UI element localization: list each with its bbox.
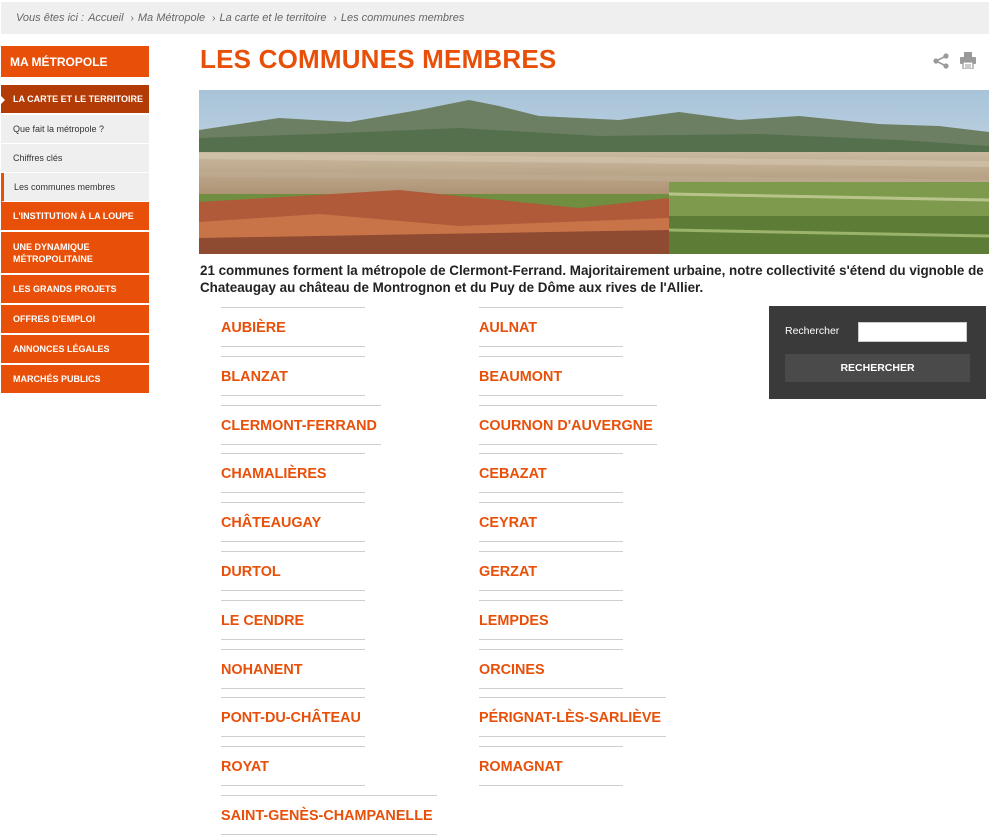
intro-text: 21 communes forment la métropole de Clermont-Ferrand. Majoritairement urbaine, notre collectivité s'étend du vignoble de Chateaugay au château de Montrognon et du Puy de Dôme aux rives de l'Allier.	[200, 263, 984, 295]
commune-divider	[479, 639, 623, 640]
commune-link[interactable]: CHÂTEAUGAY	[221, 515, 322, 532]
commune-divider	[479, 551, 623, 552]
commune-divider	[221, 395, 365, 396]
search-panel	[769, 306, 986, 399]
commune-divider	[221, 746, 365, 747]
hero-landscape-image	[199, 90, 989, 254]
commune-divider	[479, 736, 666, 737]
commune-link[interactable]: SAINT-GENÈS-CHAMPANELLE	[221, 808, 433, 824]
commune-divider	[479, 492, 623, 493]
sidebar-item-institution[interactable]: L'INSTITUTION À LA LOUPE	[1, 202, 149, 232]
search-input[interactable]	[858, 322, 967, 342]
commune-link[interactable]: ROYAT	[221, 759, 269, 776]
commune-divider	[221, 834, 437, 835]
commune-link[interactable]: ROMAGNAT	[479, 759, 563, 776]
commune-link[interactable]: CLERMONT-FERRAND	[221, 417, 377, 434]
commune-divider	[221, 551, 365, 552]
breadcrumb-separator: ›	[130, 12, 134, 24]
commune-link[interactable]: NOHANENT	[221, 661, 303, 678]
commune-divider	[221, 688, 365, 689]
commune-divider	[221, 502, 365, 503]
commune-divider	[221, 541, 365, 542]
print-icon[interactable]	[959, 52, 977, 69]
sidebar-item-marches[interactable]: MARCHÉS PUBLICS	[1, 365, 149, 395]
breadcrumb-current: Les communes membres	[340, 12, 465, 24]
sidebar-item-projets[interactable]: LES GRANDS PROJETS	[1, 275, 149, 305]
search-label: Rechercher	[785, 325, 840, 337]
commune-link[interactable]: ORCINES	[479, 661, 545, 678]
commune-divider	[221, 639, 365, 640]
commune-divider	[221, 697, 365, 698]
share-icon[interactable]	[932, 53, 950, 69]
sidebar-subitem-que-fait[interactable]: Que fait la métropole ?	[1, 115, 149, 144]
commune-link[interactable]: CHAMALIÈRES	[221, 466, 327, 483]
commune-link[interactable]: DURTOL	[221, 564, 281, 580]
commune-divider	[479, 444, 657, 445]
breadcrumb-link-home[interactable]: Accueil	[88, 12, 124, 24]
commune-divider	[479, 600, 623, 601]
commune-divider	[479, 356, 623, 357]
commune-divider	[479, 453, 623, 454]
commune-link[interactable]: CEYRAT	[479, 515, 538, 532]
breadcrumb-link-carte[interactable]: La carte et le territoire	[219, 12, 327, 24]
breadcrumb-separator: ›	[333, 12, 337, 24]
commune-link[interactable]: BEAUMONT	[479, 368, 563, 385]
commune-link[interactable]: COURNON D'AUVERGNE	[479, 417, 653, 434]
breadcrumb-link-metropole[interactable]: Ma Métropole	[137, 12, 206, 24]
commune-divider	[479, 697, 666, 698]
commune-divider	[221, 346, 365, 347]
breadcrumb-separator: ›	[212, 12, 216, 24]
commune-divider	[479, 785, 623, 786]
sidebar-item-carte[interactable]: LA CARTE ET LE TERRITOIRE	[1, 85, 149, 115]
commune-divider	[479, 307, 623, 308]
breadcrumb	[1, 2, 989, 34]
commune-link[interactable]: AUBIÈRE	[221, 320, 286, 336]
sidebar-subitem-chiffres[interactable]: Chiffres clés	[1, 144, 149, 173]
commune-link[interactable]: PÉRIGNAT-LÈS-SARLIÈVE	[479, 710, 662, 727]
commune-divider	[479, 502, 623, 503]
commune-divider	[479, 688, 623, 689]
commune-link[interactable]: LEMPDES	[479, 612, 549, 629]
commune-divider	[221, 590, 365, 591]
commune-divider	[221, 649, 365, 650]
commune-divider	[479, 346, 623, 347]
commune-divider	[479, 649, 623, 650]
sidebar-item-emploi[interactable]: OFFRES D'EMPLOI	[1, 305, 149, 335]
commune-divider	[221, 736, 365, 737]
commune-divider	[221, 785, 365, 786]
sidebar-item-annonces[interactable]: ANNONCES LÉGALES	[1, 335, 149, 365]
commune-divider	[221, 492, 365, 493]
breadcrumb-lead: Vous êtes ici :	[16, 12, 85, 24]
commune-divider	[479, 541, 623, 542]
commune-divider	[221, 600, 365, 601]
commune-link[interactable]: BLANZAT	[221, 368, 288, 385]
commune-divider	[221, 307, 365, 308]
commune-link[interactable]: AULNAT	[479, 320, 538, 336]
search-button[interactable]: RECHERCHER	[785, 354, 970, 382]
page-title: LES COMMUNES MEMBRES	[200, 44, 557, 74]
commune-divider	[479, 746, 623, 747]
commune-divider	[221, 453, 365, 454]
sidebar-subitem-communes[interactable]: Les communes membres	[1, 173, 149, 202]
commune-link[interactable]: LE CENDRE	[221, 612, 305, 629]
commune-divider	[479, 590, 623, 591]
commune-divider	[221, 795, 437, 796]
commune-divider	[221, 356, 365, 357]
sidebar-heading[interactable]: MA MÉTROPOLE	[1, 46, 149, 77]
commune-divider	[479, 405, 657, 406]
commune-link[interactable]: CEBAZAT	[479, 466, 547, 483]
commune-link[interactable]: GERZAT	[479, 564, 538, 580]
commune-divider	[479, 395, 623, 396]
commune-divider	[221, 405, 381, 406]
sidebar-item-dynamique[interactable]: UNE DYNAMIQUE MÉTROPOLITAINE	[1, 232, 149, 275]
commune-link[interactable]: PONT-DU-CHÂTEAU	[221, 710, 361, 727]
sidebar	[1, 46, 149, 395]
commune-divider	[221, 444, 381, 445]
